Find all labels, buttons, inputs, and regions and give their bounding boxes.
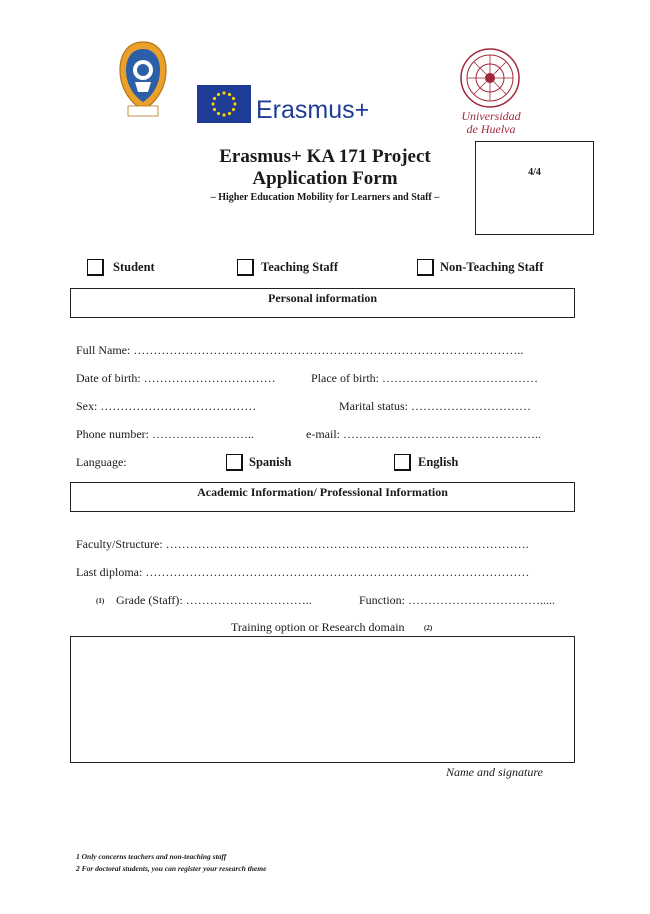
erasmus-logo-text: Erasmus+ xyxy=(256,96,370,124)
date-of-birth-field[interactable]: Date of birth: …………………………… xyxy=(76,371,276,385)
student-label: Student xyxy=(113,260,155,274)
place-of-birth-field[interactable]: Place of birth: ………………………………… xyxy=(311,371,538,385)
email-field[interactable]: e-mail: ………………………………………….. xyxy=(306,427,541,441)
grade-footnote-marker: (1) xyxy=(96,597,105,605)
function-field[interactable]: Function: ……………………………..... xyxy=(359,593,556,607)
name-and-signature-label: Name and signature xyxy=(446,765,543,779)
footnote-2: 2 For doctoral students, you can register your research theme xyxy=(76,864,267,873)
academic-info-heading: Academic Information/ Professional Information xyxy=(70,482,575,512)
teaching-staff-option[interactable] xyxy=(237,258,338,276)
institution-crest-logo xyxy=(118,40,168,118)
english-checkbox[interactable] xyxy=(394,454,411,471)
training-option-label: Training option or Research domain xyxy=(231,620,405,634)
student-option[interactable] xyxy=(87,258,155,276)
grade-staff-field[interactable]: Grade (Staff): ………………………….. xyxy=(116,593,312,607)
faculty-structure-field[interactable]: Faculty/Structure: ………………………………………………………………………………. xyxy=(76,537,529,551)
marital-status-field[interactable]: Marital status: ………………………… xyxy=(339,399,531,413)
phone-number-field[interactable]: Phone number: …………………….. xyxy=(76,427,254,441)
personal-info-heading: Personal information xyxy=(70,288,575,318)
eu-flag-icon xyxy=(197,85,251,123)
non-teaching-staff-checkbox[interactable] xyxy=(417,259,434,276)
spanish-option[interactable] xyxy=(226,453,291,471)
sex-field[interactable]: Sex: ………………………………… xyxy=(76,399,257,413)
non-teaching-staff-option[interactable] xyxy=(417,258,543,276)
language-label: Language: xyxy=(76,455,127,469)
form-title: Erasmus+ KA 171 Project xyxy=(219,146,431,167)
university-logo-line2: de Huelva xyxy=(466,122,516,136)
university-logo-line1: Universidad xyxy=(461,109,521,123)
full-name-field[interactable]: Full Name: …………………………………………………………………………………….. xyxy=(76,343,524,357)
teaching-staff-label: Teaching Staff xyxy=(261,260,338,274)
training-option-textarea[interactable] xyxy=(70,636,575,763)
english-label: English xyxy=(418,455,459,469)
university-seal-logo xyxy=(459,47,521,109)
student-checkbox[interactable] xyxy=(87,259,104,276)
photo-box xyxy=(475,141,594,235)
english-option[interactable] xyxy=(394,453,458,471)
spanish-label: Spanish xyxy=(249,455,292,469)
last-diploma-field[interactable]: Last diploma: …………………………………………………………………………………… xyxy=(76,565,530,579)
footnote-1: 1 Only concerns teachers and non-teaching staff xyxy=(76,852,227,861)
page-indicator: 4/4 xyxy=(528,167,541,178)
form-subtitle: – Higher Education Mobility for Learners and Staff – xyxy=(210,192,440,203)
training-footnote-marker: (2) xyxy=(424,624,433,632)
spanish-checkbox[interactable] xyxy=(226,454,243,471)
form-title-line2: Application Form xyxy=(252,168,398,189)
teaching-staff-checkbox[interactable] xyxy=(237,259,254,276)
non-teaching-staff-label: Non-Teaching Staff xyxy=(440,260,544,274)
